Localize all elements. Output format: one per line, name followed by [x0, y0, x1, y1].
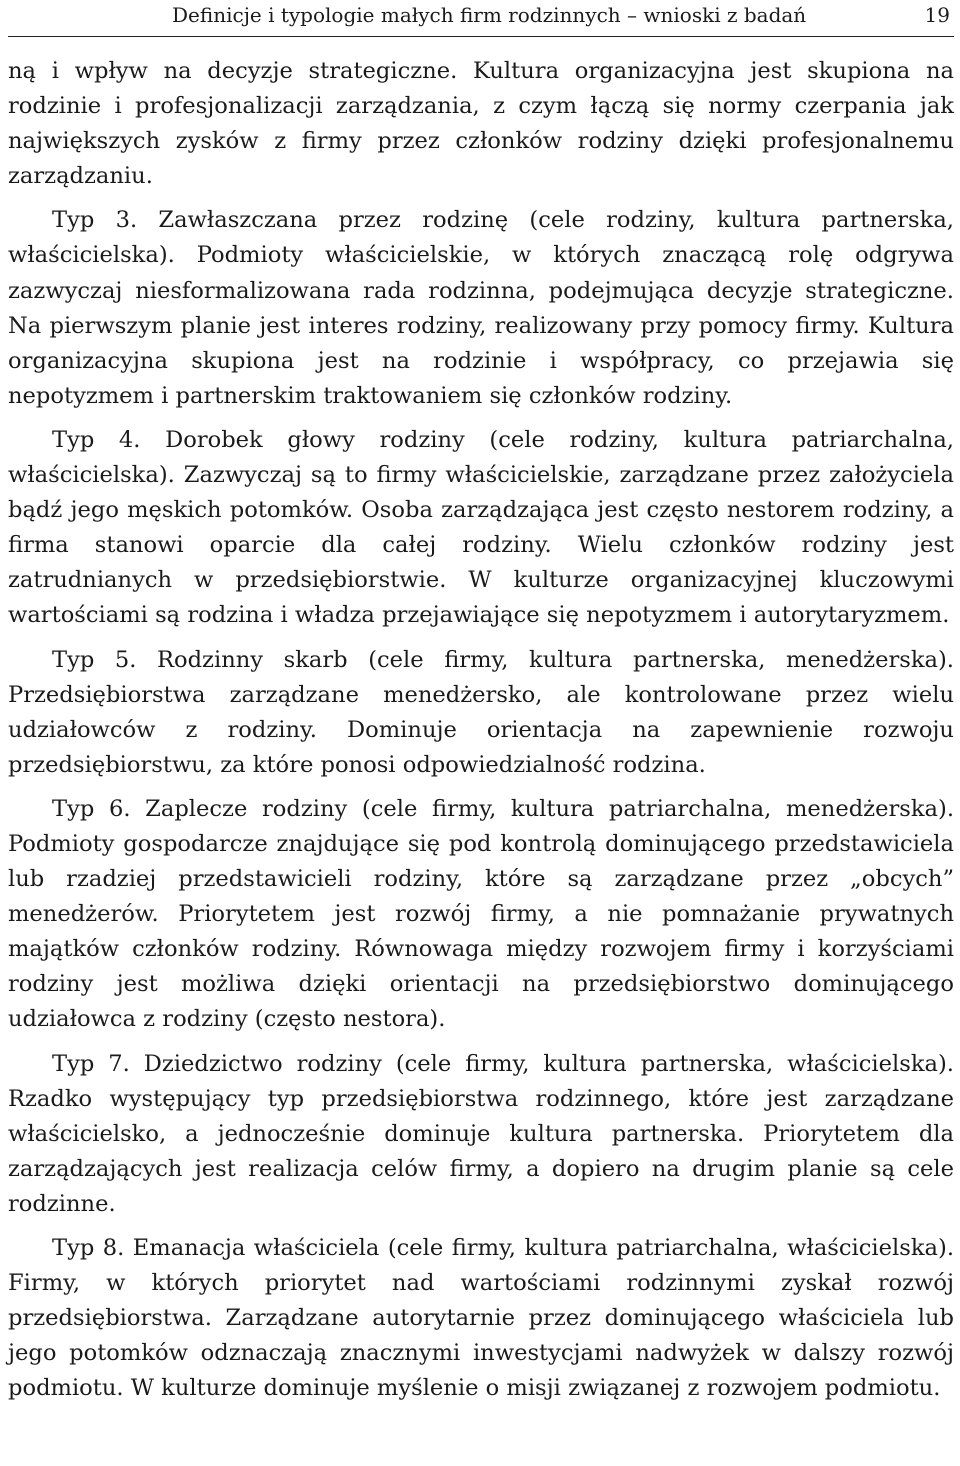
- paragraph-continuation: ną i wpływ na decyzje strategiczne. Kultura organizacyjna jest skupiona na rodzinie i profesjonalizacji zarządzania, z czym łączą się normy czerpania jak największych zysków z firmy przez członków rodziny dzięki profesjonalnemu zarządzaniu.: [8, 58, 954, 190]
- body-text: [8, 54, 954, 1406]
- running-header: [8, 0, 954, 37]
- paragraph-type-7: Typ 7. Dziedzictwo rodziny (cele firmy, kultura partnerska, właścicielska). Rzadko występujący typ przedsiębiorstwa rodzinnego, które jest zarządzane właścicielsko, a jednocześnie dominuje kultura partnerska. Priorytetem dla zarządzających jest realizacja celów firmy, a dopiero na drugim planie są cele rodzinne.: [8, 1050, 954, 1217]
- paragraph-type-3: Typ 3. Zawłaszczana przez rodzinę (cele rodziny, kultura partnerska, właścicielska). Podmioty właścicielskie, w których znaczącą rolę odgrywa zazwyczaj niesformalizowana rada rodzinna, podejmująca decyzje strategiczne. Na pierwszym planie jest interes rodziny, realizowany przy pomocy firmy. Kultura organizacyjna skupiona jest na rodzinie i współpracy, co przejawia się nepotyzmem i partnerskim traktowaniem się członków rodziny.: [8, 207, 954, 409]
- paragraph-type-6: Typ 6. Zaplecze rodziny (cele firmy, kultura patriarchalna, menedżerska). Podmioty gospodarcze znajdujące się pod kontrolą dominującego przedstawiciela lub rzadziej przedstawicieli rodziny, które są zarządzane przez „obcych” menedżerów. Priorytetem jest rozwój firmy, a nie pomnażanie prywatnych majątków członków rodziny. Równowaga między rozwojem firmy i korzyściami rodziny jest możliwa dzięki orientacji na przedsiębiorstwo dominującego udziałowca z rodziny (często nestora).: [8, 795, 954, 1033]
- page-number: 19: [924, 3, 950, 27]
- paragraph-type-8: Typ 8. Emanacja właściciela (cele firmy, kultura patriarchalna, właścicielska). Firmy, w których priorytet nad wartościami rodzinnymi zyskał rozwój przedsiębiorstwa. Zarządzane autorytarnie przez dominującego właściciela lub jego potomków odznaczają znacznymi inwestycjami nadwyżek w dalszy rozwój podmiotu. W kulturze dominuje myślenie o misji związanej z rozwojem podmiotu.: [8, 1235, 954, 1402]
- paragraph-type-4: Typ 4. Dorobek głowy rodziny (cele rodziny, kultura patriarchalna, właścicielska). Zazwyczaj są to firmy właścicielskie, zarządzane przez założyciela bądź jego męskich potomków. Osoba zarządzająca jest często nestorem rodziny, a firma stanowi oparcie dla całej rodziny. Wielu członków rodziny jest zatrudnianych w przedsiębiorstwie. W kulturze organizacyjnej kluczowymi wartościami są rodzina i władza przejawiające się nepotyzmem i autorytaryzmem.: [8, 426, 954, 629]
- paragraph-type-5: Typ 5. Rodzinny skarb (cele firmy, kultura partnerska, menedżerska). Przedsiębiorstwa zarządzane menedżersko, ale kontrolowane przez wielu udziałowców z rodziny. Dominuje orientacja na zapewnienie rozwoju przedsiębiorstwu, za które ponosi odpowiedzialność rodzina.: [8, 646, 954, 778]
- running-title: Definicje i typologie małych firm rodzinnych – wnioski z badań: [172, 3, 807, 27]
